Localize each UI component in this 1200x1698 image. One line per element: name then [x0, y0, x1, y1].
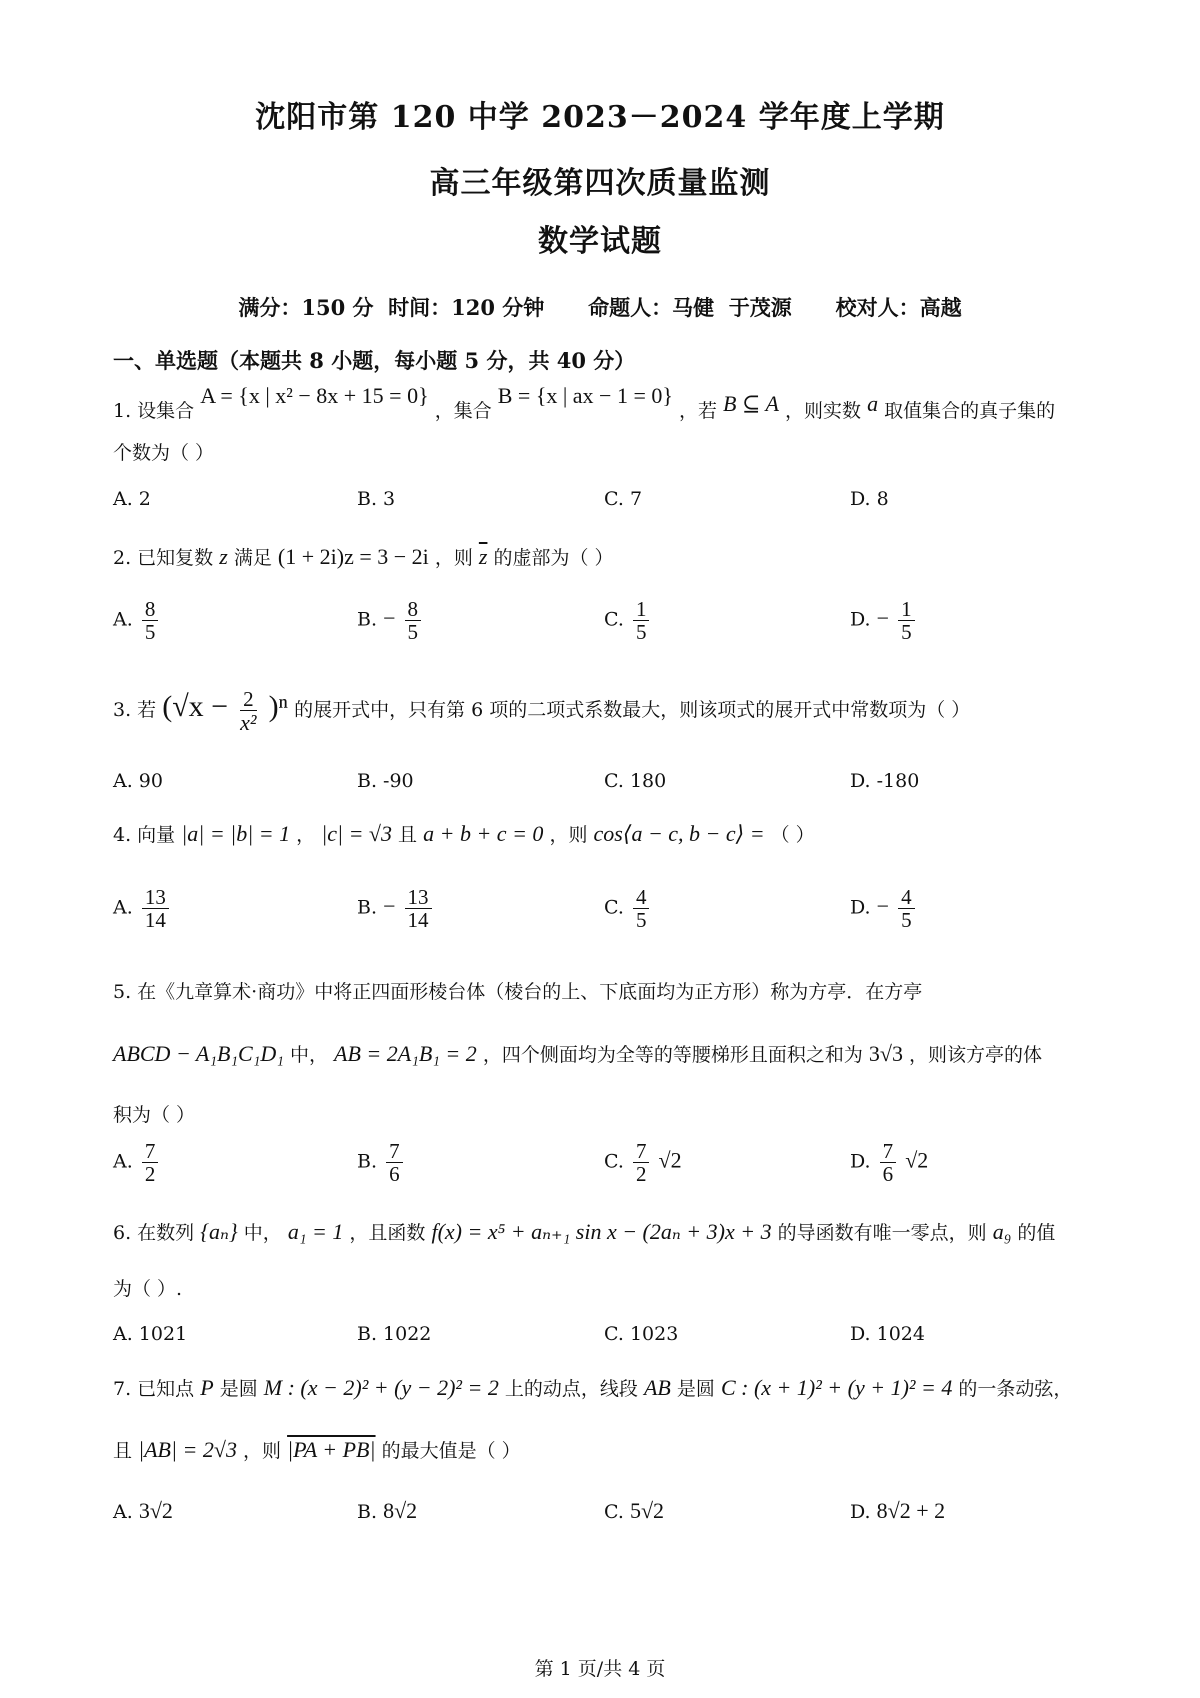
question-7-line-1 [113, 1374, 1072, 1401]
question-5-line-3: 积为（ ） [113, 1104, 196, 1126]
fraction-denominator: 5 [407, 620, 419, 645]
question-7-line-2 [113, 1436, 521, 1463]
fraction-numerator: 8 [405, 598, 422, 621]
fraction-denominator: 6 [389, 1162, 400, 1187]
q2-option-c[interactable] [604, 598, 652, 643]
q7-segment-ab: AB [643, 1375, 671, 1400]
q7-text: 是圆 [676, 1378, 715, 1400]
q2-text: 2. 已知复数 [113, 547, 214, 569]
exam-meta-info: 满分：150 分 时间：120 分钟 命题人：马健 于茂源 校对人：高越 [238, 295, 962, 320]
fraction-denominator: 5 [901, 908, 912, 933]
question-5-line-1: 5. 在《九章算术·商功》中将正四面形棱台体（棱台的上、下底面均为正方形）称为方亭．在方亭 [113, 981, 923, 1003]
question-5-line-2 [113, 1040, 1042, 1067]
q3-text: 3. 若 [113, 699, 157, 722]
fraction-numerator: 7 [880, 1140, 897, 1163]
q7-text: 是圆 [219, 1378, 258, 1400]
fraction [898, 598, 915, 643]
q5-area-sum: 3√3 [868, 1041, 903, 1066]
option-label: D. [850, 1501, 871, 1523]
q2-option-d[interactable] [850, 598, 918, 643]
q4-text: ，则 [549, 824, 588, 846]
q4-vector-c-magnitude: |c| = √3 [321, 821, 392, 846]
q7-option-c[interactable] [604, 1498, 664, 1524]
q4-option-c[interactable] [604, 886, 652, 931]
q4-option-a[interactable] [113, 886, 172, 931]
fraction-denominator: 14 [407, 908, 429, 933]
q2-equation: (1 + 2i)z = 3 − 2i [277, 544, 429, 569]
fraction-numerator: 1 [898, 598, 915, 621]
option-label: A. [113, 896, 133, 919]
q7-circle-m: M : (x − 2)² + (y − 2)² = 2 [263, 1375, 499, 1400]
fraction [880, 1140, 897, 1185]
option-label: D. [850, 1150, 871, 1173]
exam-title-grade: 高三年级第四次质量监测 [429, 166, 771, 201]
q5-option-c[interactable] [604, 1140, 682, 1185]
fraction-denominator: 5 [901, 620, 912, 645]
q5-text: ，四个侧面均为全等的等腰梯形且面积之和为 [482, 1044, 863, 1066]
q1-option-a[interactable]: A. 2 [113, 488, 151, 510]
fraction-denominator: 2 [144, 1162, 156, 1187]
q3-option-c[interactable]: C. 180 [604, 770, 667, 792]
option-label: C. [604, 896, 624, 919]
q1-variable: a [867, 391, 879, 416]
q5-frustum-name: ABCD − A₁B₁C₁D₁ [113, 1041, 284, 1066]
q1-text: ，则实数 [785, 400, 862, 422]
question-1-line-2: 个数为（ ） [113, 442, 215, 464]
fraction-denominator: 2 [635, 1162, 647, 1187]
fraction-denominator: 6 [882, 1162, 894, 1187]
q6-text: 的导函数有唯一零点，则 [777, 1222, 987, 1244]
q1-text: ，集合 [434, 400, 492, 422]
section-heading: 一、单选题（本题共 8 小题，每小题 5 分，共 40 分） [113, 348, 636, 373]
fraction-denominator: x² [240, 710, 257, 736]
q7-text: 且 [113, 1440, 133, 1462]
q6-target-term: a₉ [992, 1219, 1012, 1244]
q7-point-p: P [200, 1375, 214, 1400]
fraction [405, 886, 432, 931]
fraction-numerator: 8 [142, 598, 159, 621]
option-label: B. [357, 1150, 378, 1173]
option-label: C. [604, 1150, 624, 1173]
q6-option-c[interactable]: C. 1023 [604, 1323, 679, 1345]
option-sign: − [876, 605, 890, 631]
fraction-numerator: 1 [633, 598, 650, 621]
fraction-numerator: 4 [898, 886, 915, 909]
option-label: B. [357, 896, 378, 919]
q7-option-a[interactable] [113, 1498, 173, 1524]
fraction [633, 598, 650, 643]
fraction-numerator: 4 [633, 886, 650, 909]
fraction [142, 886, 169, 931]
q4-text: 且 [398, 824, 418, 846]
fraction-denominator: 5 [144, 620, 156, 645]
page-footer: 第 1 页/共 4 页 [534, 1658, 666, 1680]
option-label: A. [113, 1150, 133, 1173]
q4-cosine-expression: cos⟨a − c, b − c⟩ = [593, 821, 765, 846]
q5-text: 中， [289, 1044, 328, 1066]
q5-option-d[interactable] [850, 1140, 928, 1185]
q6-sequence: {aₙ} [200, 1219, 238, 1244]
q1-text: 1. 设集合 [113, 400, 195, 422]
option-value: 3√2 [138, 1498, 173, 1523]
fraction-numerator: 7 [142, 1140, 159, 1163]
fraction-numerator: 7 [633, 1140, 650, 1163]
q6-option-d[interactable]: D. 1024 [850, 1323, 925, 1345]
fraction [633, 886, 650, 931]
option-label: A. [113, 1501, 133, 1523]
fraction-denominator: 5 [635, 908, 647, 933]
q2-text: 的虚部为（ ） [493, 547, 614, 569]
q6-option-b[interactable]: B. 1022 [357, 1323, 432, 1345]
q2-variable-z: z [219, 544, 228, 569]
q2-option-a[interactable] [113, 598, 161, 643]
q7-text: 的一条动弦， [958, 1378, 1073, 1400]
exam-title-subject: 数学试题 [538, 224, 662, 259]
option-value: 5√2 [629, 1498, 665, 1523]
q2-text: 满足 [233, 547, 272, 569]
option-value: 8√2 + 2 [876, 1498, 946, 1523]
q4-text: 4. 向量 [113, 824, 176, 846]
q6-initial-term: a₁ = 1 [287, 1219, 344, 1244]
fraction [405, 598, 422, 643]
q1-option-b[interactable]: B. 3 [357, 488, 396, 510]
q5-option-b[interactable] [357, 1140, 406, 1185]
option-label: A. [113, 608, 133, 631]
q1-set-b: B = {x | ax − 1 = 0} [497, 383, 673, 408]
option-sign: − [383, 605, 396, 631]
q2-text: ，则 [434, 547, 473, 569]
q3-expression-right: )ⁿ [268, 690, 289, 724]
q7-text: 的最大值是（ ） [381, 1440, 521, 1462]
q1-option-d[interactable]: D. 8 [850, 488, 889, 510]
question-3 [113, 688, 970, 734]
q4-text: （ ） [770, 824, 815, 846]
option-label: D. [850, 608, 871, 631]
fraction [386, 1140, 403, 1185]
option-label: B. [357, 1501, 378, 1523]
fraction-numerator: 7 [386, 1140, 403, 1163]
q1-text: 取值集合的真子集的 [884, 400, 1056, 422]
q6-text: 6. 在数列 [113, 1222, 195, 1244]
q1-condition: B ⊆ A [723, 391, 779, 416]
fraction-numerator: 13 [405, 886, 432, 909]
fraction-denominator: 14 [144, 908, 166, 933]
q4-text: ， [296, 824, 316, 846]
q3-option-a[interactable]: A. 90 [113, 770, 163, 792]
fraction-numerator: 2 [240, 688, 257, 711]
q4-vector-sum: a + b + c = 0 [423, 821, 544, 846]
q7-text: ，则 [243, 1440, 282, 1462]
q1-text: ，若 [678, 400, 717, 422]
option-label: D. [850, 896, 871, 919]
option-sign: − [383, 893, 396, 919]
option-value: 8√2 [383, 1498, 418, 1523]
q4-option-b[interactable] [357, 886, 435, 931]
question-6-line-1 [113, 1218, 1055, 1245]
q6-text: 中， [243, 1222, 282, 1244]
fraction [237, 688, 259, 734]
q7-option-d[interactable] [850, 1498, 945, 1524]
fraction [633, 1140, 650, 1185]
fraction-numerator: 13 [142, 886, 169, 909]
q3-expression-left: (√x − [162, 690, 229, 724]
question-4 [113, 820, 815, 847]
fraction [142, 598, 159, 643]
exam-title-school: 沈阳市第 120 中学 2023－2024 学年度上学期 [255, 100, 945, 135]
fraction-denominator: 5 [635, 620, 647, 645]
option-label: C. [604, 1501, 624, 1523]
q3-text: 的展开式中，只有第 6 项的二项式系数最大，则该项式的展开式中常数项为（ ） [294, 699, 971, 722]
q7-text: 7. 已知点 [113, 1378, 195, 1400]
q7-circle-c: C : (x + 1)² + (y + 1)² = 4 [720, 1375, 953, 1400]
fraction [142, 1140, 159, 1185]
q6-text: 的值 [1017, 1222, 1056, 1244]
q4-vector-magnitudes: |a| = |b| = 1 [181, 821, 291, 846]
option-suffix: √2 [658, 1147, 682, 1173]
option-label: C. [604, 608, 624, 631]
q6-option-a[interactable]: A. 1021 [113, 1323, 188, 1345]
q6-text: ，且函数 [349, 1222, 426, 1244]
q7-option-b[interactable] [357, 1498, 417, 1524]
q7-vector-sum: |PA + PB| [287, 1437, 376, 1462]
q5-option-a[interactable] [113, 1140, 161, 1185]
question-6-line-2: 为（ ）. [113, 1278, 183, 1300]
q6-function: f(x) = x⁵ + aₙ₊₁ sin x − (2aₙ + 3)x + 3 [431, 1219, 772, 1244]
q1-option-c[interactable]: C. 7 [604, 488, 643, 510]
q3-option-b[interactable]: B. -90 [357, 770, 414, 792]
question-2 [113, 543, 614, 570]
q7-chord-length: |AB| = 2√3 [138, 1437, 237, 1462]
q2-conjugate-z: $\overline{z}$ [478, 544, 488, 569]
option-label: B. [357, 608, 378, 631]
fraction [898, 886, 915, 931]
q3-option-d[interactable]: D. -180 [850, 770, 920, 792]
q1-set-a: A = {x | x² − 8x + 15 = 0} [200, 383, 429, 408]
q4-option-d[interactable] [850, 886, 918, 931]
q7-text: 上的动点，线段 [504, 1378, 638, 1400]
q2-option-b[interactable] [357, 598, 424, 643]
option-sign: − [876, 893, 890, 919]
option-suffix: √2 [905, 1147, 929, 1173]
question-1-line-1 [113, 383, 1056, 423]
q5-text: ，则该方亭的体 [909, 1044, 1043, 1066]
q5-edge-lengths: AB = 2A₁B₁ = 2 [334, 1041, 477, 1066]
